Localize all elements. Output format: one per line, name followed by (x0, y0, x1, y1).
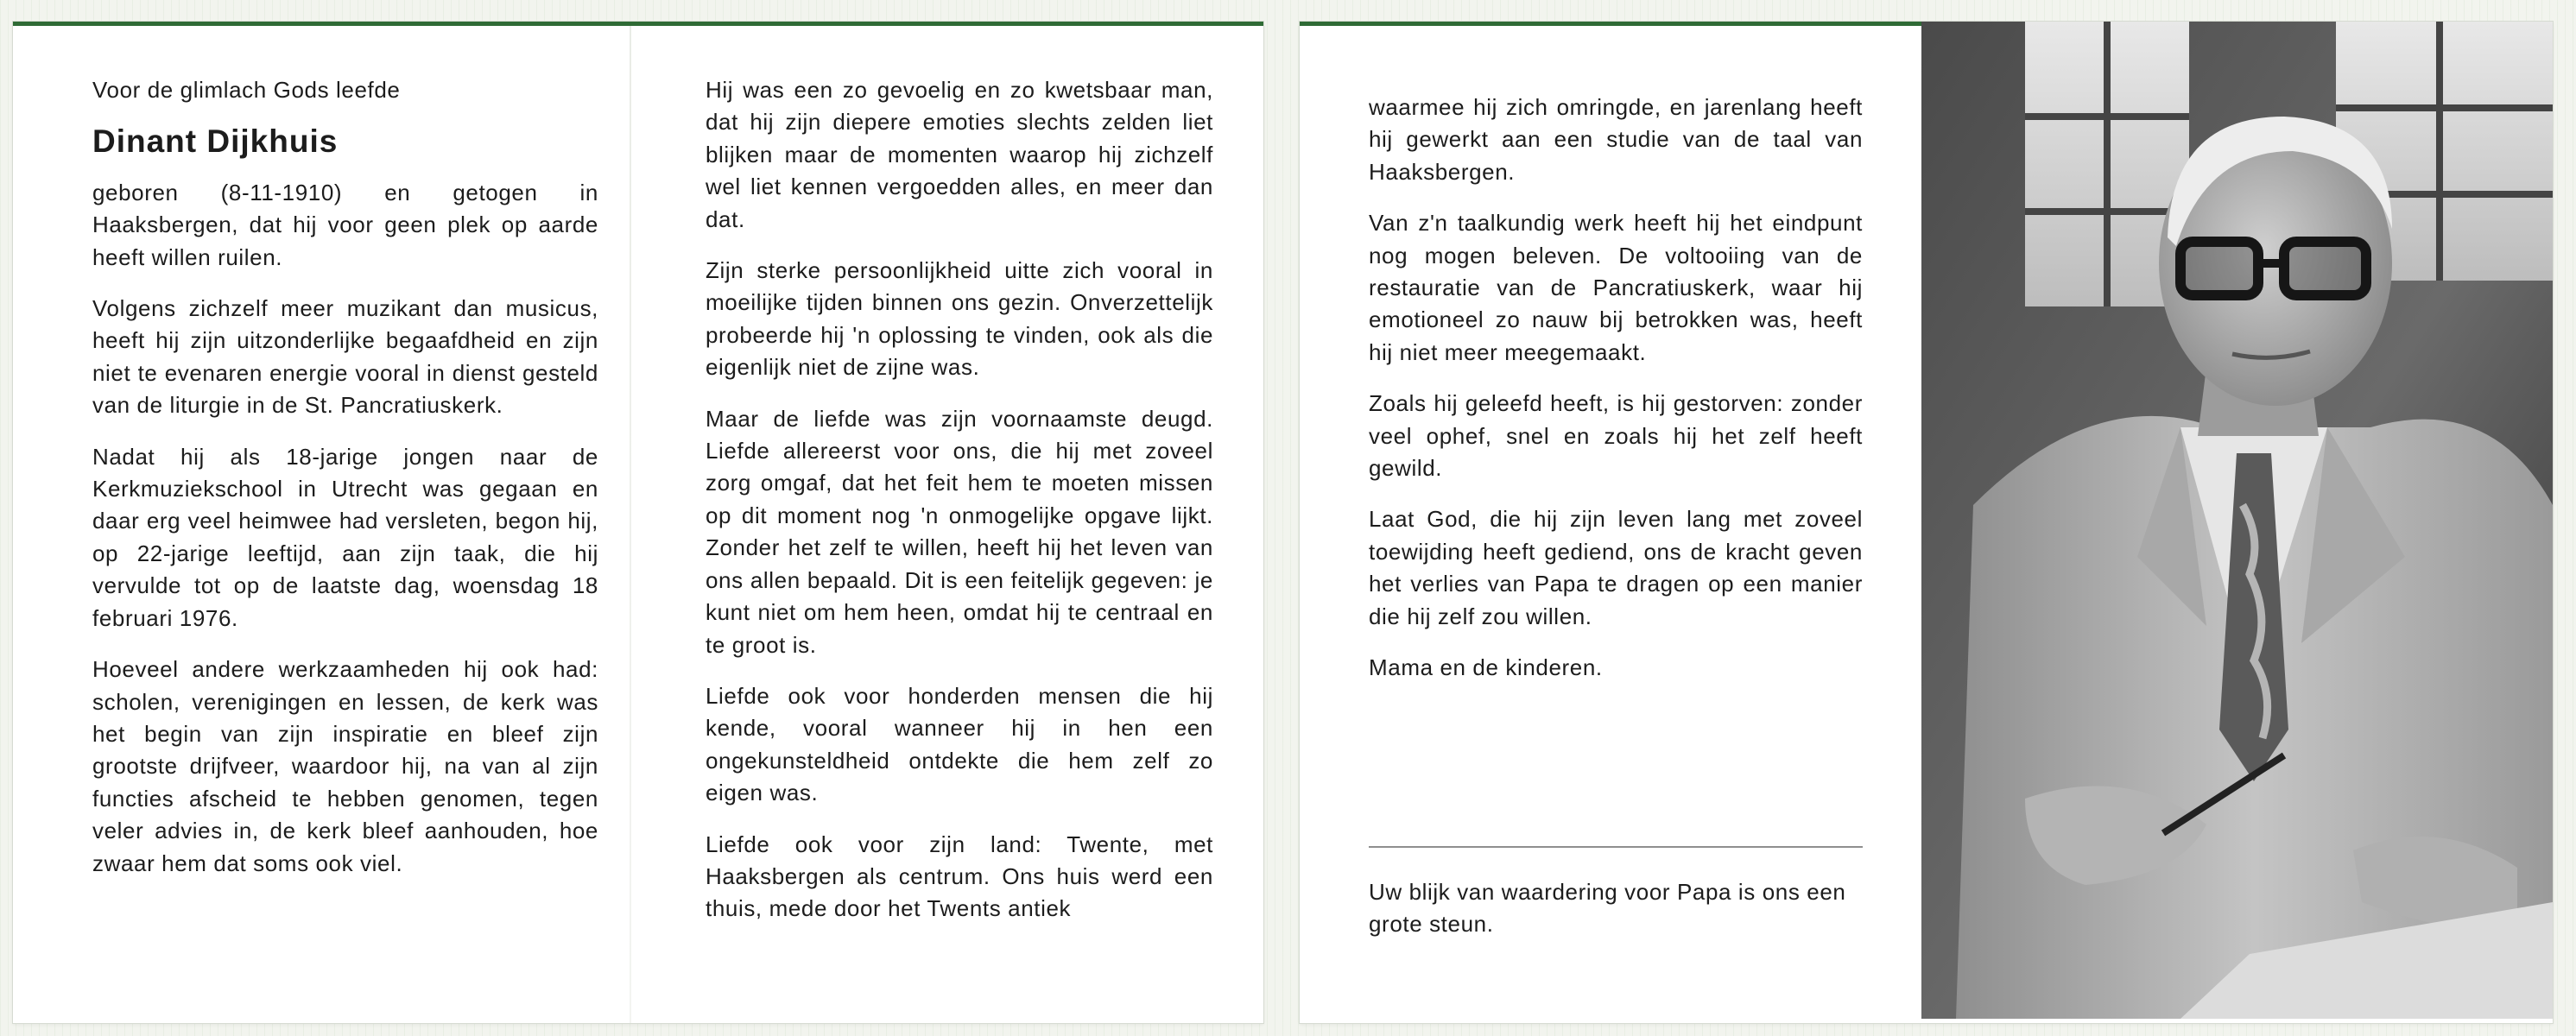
signature: Mama en de kinderen. (1369, 654, 1603, 681)
portrait-illustration (1921, 22, 2553, 1019)
portrait-photo (1921, 22, 2553, 1019)
paragraph: Zoals hij geleefd heeft, is hij gestorven: zonder veel ophef, snel en zoals hij het zelf heeft gewild. (1369, 390, 1863, 482)
paragraph: Liefde ook voor honderden mensen die hij kende, vooral wanneer hij in hen een ongekunsteldheid ontdekte die hem zelf zo eigen was. (706, 682, 1213, 806)
column-1 (92, 74, 598, 899)
fold-line (630, 26, 631, 1023)
paragraph: Maar de liefde was zijn voornaamste deugd. Liefde allereerst voor ons, die hij met zoveel zorg omgaf, dat het feit hem te moeten missen op dit moment nog 'n onmogelijke opgave lijkt. Zonder het zelf te willen, heeft hij het leven van ons allen bepaald. Dit is een feitelijk gegeven: je kunt niet om hem heen, omdat hij te centraal en te groot is. (706, 405, 1213, 658)
paragraph: Laat God, die hij zijn leven lang met zoveel toewijding heeft gediend, ons de kracht geven het verlies van Papa te dragen op een manier die hij zelf zou willen. (1369, 506, 1863, 629)
column-3 (1369, 92, 1863, 704)
paragraph: Zijn sterke persoonlijkheid uitte zich vooral in moeilijke tijden binnen ons gezin. Onverzettelijk probeerde hij 'n oplossing te vinden, ook als die eigenlijk niet de zijne was. (706, 257, 1213, 381)
paragraph: Hij was een zo gevoelig en zo kwetsbaar man, dat hij zijn diepere emoties slechts zelden liet blijken maar de momenten waarop hij zichzelf wel liet kennen vergoedden alles, en meer dan dat. (706, 77, 1213, 232)
paragraph: Nadat hij als 18-jarige jongen naar de Kerkmuziekschool in Utrecht was gegaan en daar erg veel heimwee had versleten, begon hij, op 22-jarige leeftijd, aan zijn taak, die hij vervulde tot op de laatste dag, woensdag 18 februari 1976. (92, 443, 598, 631)
divider (1369, 846, 1863, 848)
column-2 (706, 74, 1213, 944)
paragraph: Volgens zichzelf meer muzikant dan musicus, heeft hij zijn uitzonderlijke begaafdheid en zijn niet te evenaren energie vooral in dienst gesteld van de liturgie in de St. Pancratiuskerk. (92, 295, 598, 419)
deceased-name: Dinant Dijkhuis (92, 123, 339, 160)
thanks-note: Uw blijk van waardering voor Papa is ons een grote steun. (1369, 879, 1846, 938)
paragraph: Hoeveel andere werkzaamheden hij ook had: scholen, verenigingen en lessen, de kerk was het begin van zijn inspiratie en bleef zijn grootste drijfveer, waardoor hij, na van al zijn functies afscheid te hebben genomen, tegen veler advies in, de kerk bleef aanhouden, hoe zwaar hem dat soms ook viel. (92, 656, 598, 876)
paragraph: geboren (8-11-1910) en getogen in Haaksbergen, dat hij voor geen plek op aarde heeft willen ruilen. (92, 179, 598, 270)
paragraph: Van z'n taalkundig werk heeft hij het eindpunt nog mogen beleven. De voltooiing van de restauratie van de Pancratiuskerk, waar hij emotioneel zo nauw bij betrokken was, heeft hij niet meer meegemaakt. (1369, 210, 1863, 365)
card-left (13, 22, 1263, 1023)
paragraph: waarmee hij zich omringde, en jarenlang heeft hij gewerkt aan een studie van de taal van Haaksbergen. (1369, 94, 1863, 185)
dedication: Voor de glimlach Gods leefde (92, 77, 401, 103)
paragraph: Liefde ook voor zijn land: Twente, met Haaksbergen als centrum. Ons huis werd een thuis, mede door het Twents antiek (706, 831, 1213, 922)
